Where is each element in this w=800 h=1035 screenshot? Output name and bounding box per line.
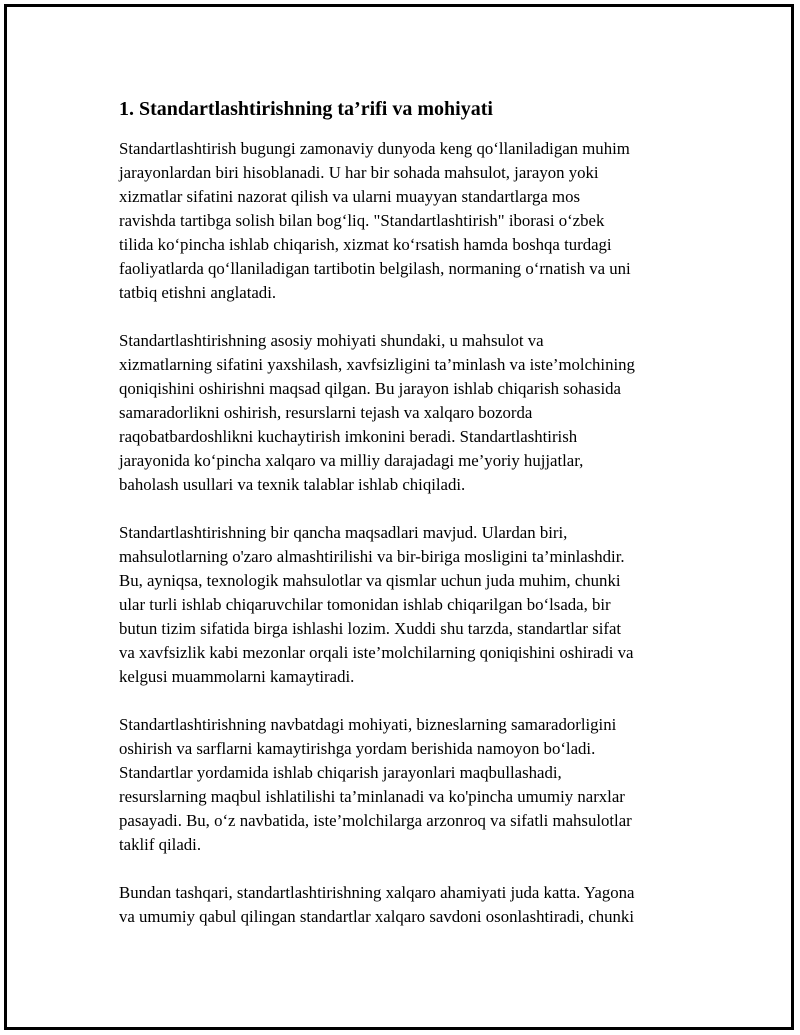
- paragraph-3: [119, 521, 709, 689]
- paragraph-2: [119, 329, 709, 497]
- text-line: jarayonida ko‘pincha xalqaro va milliy darajadagi me’yoriy hujjatlar,: [119, 451, 584, 470]
- paragraph-4: [119, 713, 709, 857]
- paragraph-1: [119, 137, 709, 305]
- text-line: xizmatlarning sifatini yaxshilash, xavfsizligini ta’minlash va iste’molchining: [119, 355, 635, 374]
- document-page: [4, 4, 794, 1030]
- text-line: jarayonlardan biri hisoblanadi. U har bir sohada mahsulot, jarayon yoki: [119, 163, 599, 182]
- text-line: tilida ko‘pincha ishlab chiqarish, xizmat ko‘rsatish hamda boshqa turdagi: [119, 235, 612, 254]
- text-line: Standartlashtirishning bir qancha maqsadlari mavjud. Ulardan biri,: [119, 523, 568, 542]
- text-line: pasayadi. Bu, o‘z navbatida, iste’molchilarga arzonroq va sifatli mahsulotlar: [119, 811, 632, 830]
- text-line: ravishda tartibga solish bilan bog‘liq. "Standartlashtirish" iborasi o‘zbek: [119, 211, 605, 230]
- text-line: faoliyatlarda qo‘llaniladigan tartibotin belgilash, normaning o‘rnatish va uni: [119, 259, 631, 278]
- text-line: qoniqishini oshirishni maqsad qilgan. Bu jarayon ishlab chiqarish sohasida: [119, 379, 621, 398]
- text-line: tatbiq etishni anglatadi.: [119, 283, 277, 302]
- text-line: Standartlashtirishning navbatdagi mohiyati, bizneslarning samaradorligini: [119, 715, 617, 734]
- text-line: raqobatbardoshlikni kuchaytirish imkonini beradi. Standartlashtirish: [119, 427, 578, 446]
- text-line: mahsulotlarning o'zaro almashtirilishi va bir-biriga mosligini ta’minlashdir.: [119, 547, 625, 566]
- text-line: baholash usullari va texnik talablar ishlab chiqiladi.: [119, 475, 466, 494]
- text-line: ular turli ishlab chiqaruvchilar tomonidan ishlab chiqarilgan bo‘lsada, bir: [119, 595, 611, 614]
- section-heading: 1. Standartlashtirishning ta’rifi va mohiyati: [119, 98, 493, 120]
- text-line: Standartlashtirishning asosiy mohiyati shundaki, u mahsulot va: [119, 331, 544, 350]
- paragraph-5: [119, 881, 709, 929]
- text-line: oshirish va sarflarni kamaytirishga yordam berishida namoyon bo‘ladi.: [119, 739, 596, 758]
- text-line: xizmatlar sifatini nazorat qilish va ularni muayyan standartlarga mos: [119, 187, 581, 206]
- text-line: va xavfsizlik kabi mezonlar orqali iste’molchilarning qoniqishini oshiradi va: [119, 643, 634, 662]
- text-line: va umumiy qabul qilingan standartlar xalqaro savdoni osonlashtiradi, chunki: [119, 907, 634, 926]
- text-line: taklif qiladi.: [119, 835, 202, 854]
- document-body: [119, 95, 709, 953]
- text-line: samaradorlikni oshirish, resurslarni tejash va xalqaro bozorda: [119, 403, 533, 422]
- text-line: resurslarning maqbul ishlatilishi ta’minlanadi va ko'pincha umumiy narxlar: [119, 787, 625, 806]
- text-line: butun tizim sifatida birga ishlashi lozim. Xuddi shu tarzda, standartlar sifat: [119, 619, 622, 638]
- text-line: Bu, ayniqsa, texnologik mahsulotlar va qismlar uchun juda muhim, chunki: [119, 571, 621, 590]
- text-line: Bundan tashqari, standartlashtirishning xalqaro ahamiyati juda katta. Yagona: [119, 883, 635, 902]
- text-line: Standartlashtirish bugungi zamonaviy dunyoda keng qo‘llaniladigan muhim: [119, 139, 630, 158]
- text-line: Standartlar yordamida ishlab chiqarish jarayonlari maqbullashadi,: [119, 763, 562, 782]
- text-line: kelgusi muammolarni kamaytiradi.: [119, 667, 355, 686]
